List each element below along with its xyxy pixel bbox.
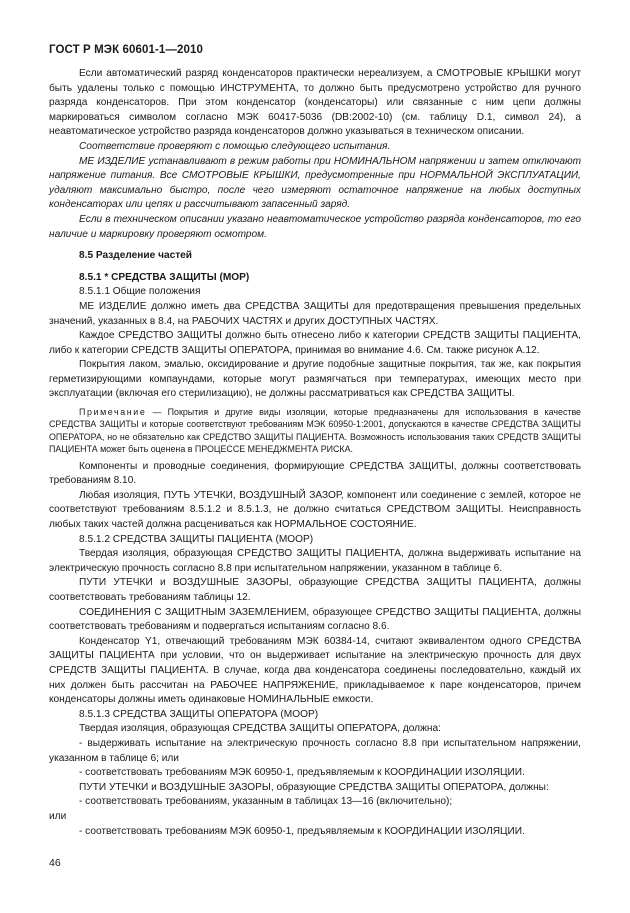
- list-item: - соответствовать требованиям МЭК 60950-1, предъявляемым к КООРДИНАЦИИ ИЗОЛЯЦИИ.: [79, 767, 525, 779]
- list-item: - выдерживать испытание на электрическую прочность согласно 8.8 при испытательном напряжении, указанном в таблице 6; или: [49, 737, 581, 764]
- paragraph: Если автоматический разряд конденсаторов практически нереализуем, а СМОТРОВЫЕ КРЫШКИ могут быть удалены только с помощью ИНСТРУМЕНТА, то должно быть предусмотрено устройство для ручного разряда конденсаторов. При этом конденсатор (конденсаторы) или связанные с ним цепи должны маркироваться символом согласно МЭК 60417-5036 (DB:2002-10) (см. таблицу D.1, символ 24), а неавтоматическое устройство разряда конденсаторов должно указываться в техническом описании.: [49, 68, 581, 138]
- paragraph: Каждое СРЕДСТВО ЗАЩИТЫ должно быть отнесено либо к категории СРЕДСТВ ЗАЩИТЫ ПАЦИЕНТА, либо к категории СРЕДСТВ ЗАЩИТЫ ОПЕРАТОРА, принимая во внимание 4.6. См. также рисунок А.12.: [49, 330, 581, 356]
- subsection-heading: 8.5.1.3 СРЕДСТВА ЗАЩИТЫ ОПЕРАТОРА (МООР): [79, 708, 319, 720]
- list-item: - соответствовать требованиям, указанным в таблицах 13—16 (включительно);: [79, 796, 453, 808]
- subsection-heading: 8.5.1.2 СРЕДСТВА ЗАЩИТЫ ПАЦИЕНТА (МООР): [79, 533, 314, 545]
- page-number: 46: [49, 857, 61, 869]
- document-body: [49, 67, 581, 839]
- note-text: — Покрытия и другие виды изоляции, которые предназначены для использования в качестве СРЕДСТВА ЗАЩИТЫ и которые соответствуют требованиям МЭК 60950-1:2001, допускаются в качестве СРЕДСТВА ЗАЩИТЫ ОПЕРАТОРА, но не обязательно как СРЕДСТВО ЗАЩИТЫ ПАЦИЕНТА. Возможность использования таких СРЕДСТВ ЗАЩИТЫ ПАЦИЕНТА может быть оценена в ПРОЦЕССЕ МЕНЕДЖМЕНТА РИСКА.: [49, 407, 581, 455]
- paragraph: МЕ ИЗДЕЛИЕ должно иметь два СРЕДСТВА ЗАЩИТЫ для предотвращения превышения предельных значений, указанных в 8.4, на РАБОЧИХ ЧАСТЯХ и других ДОСТУПНЫХ ЧАСТЯХ.: [49, 300, 581, 327]
- section-heading: 8.5 Разделение частей: [79, 250, 193, 262]
- paragraph: Соответствие проверяют с помощью следующего испытания.: [79, 140, 391, 152]
- subsection-heading: 8.5.1.1 Общие положения: [79, 286, 201, 298]
- paragraph: Твердая изоляция, образующая СРЕДСТВО ЗАЩИТЫ ПАЦИЕНТА, должна выдерживать испытание на электрическую прочность согласно 8.8 при испытательном напряжении, указанном в таблице 6.: [49, 548, 581, 574]
- paragraph: ПУТИ УТЕЧКИ и ВОЗДУШНЫЕ ЗАЗОРЫ, образующие СРЕДСТВА ЗАЩИТЫ ПАЦИЕНТА, должны соответствовать требованиям таблицы 12.: [49, 577, 581, 604]
- paragraph: Любая изоляция, ПУТЬ УТЕЧКИ, ВОЗДУШНЫЙ ЗАЗОР, компонент или соединение с землей, которое не соответствуют требованиям 8.5.1.2 и 8.5.1.3, не должно считаться СРЕДСТВОМ ЗАЩИТЫ. Неисправность любых таких частей должна расцениваться как НОРМАЛЬНОЕ СОСТОЯНИЕ.: [49, 489, 581, 531]
- paragraph: СОЕДИНЕНИЯ С ЗАЩИТНЫМ ЗАЗЕМЛЕНИЕМ, образующее СРЕДСТВО ЗАЩИТЫ ПАЦИЕНТА, должны соответствовать требованиям и подвергаться испытаниям согласно 8.6.: [49, 606, 581, 633]
- paragraph: Компоненты и проводные соединения, формирующие СРЕДСТВА ЗАЩИТЫ, должны соответствовать требованиям 8.10.: [49, 460, 581, 487]
- paragraph: ПУТИ УТЕЧКИ и ВОЗДУШНЫЕ ЗАЗОРЫ, образующие СРЕДСТВА ЗАЩИТЫ ОПЕРАТОРА, должны:: [79, 781, 549, 793]
- list-item: - соответствовать требованиям МЭК 60950-1, предъявляемым к КООРДИНАЦИИ ИЗОЛЯЦИИ.: [79, 825, 525, 837]
- note-label: Примечание: [79, 407, 147, 418]
- paragraph: Конденсатор Y1, отвечающий требованиям МЭК 60384-14, считают эквивалентом одного СРЕДСТВА ЗАЩИТЫ ПАЦИЕНТА при условии, что он выдерживает испытание на электрическую прочность для двух СРЕДСТВ ЗАЩИТЫ ПАЦИЕНТА. В случае, когда два конденсатора соединены последовательно, каждый их них должен быть рассчитан на РАБОЧЕЕ НАПРЯЖЕНИЕ, прикладываемое к паре конденсаторов, причем конденсаторы должны иметь одинаковые НОМИНАЛЬНЫЕ емкости.: [49, 635, 581, 706]
- conjunction-or: или: [49, 810, 67, 822]
- paragraph: Если в техническом описании указано неавтоматическое устройство разряда конденсаторов, то его наличие и маркировку проверяют осмотром.: [49, 213, 581, 240]
- document-header: ГОСТ Р МЭК 60601-1—2010: [49, 44, 203, 56]
- paragraph: Покрытия лаком, эмалью, оксидирование и другие подобные защитные покрытия, так же, как покрытия герметизирующими компаундами, которые могут размягчаться при температурах, имеющих место при эксплуатации (включая его стерилизацию), не должны рассматриваться как СРЕДСТВА ЗАЩИТЫ.: [49, 359, 581, 400]
- note: [49, 406, 581, 456]
- paragraph: МЕ ИЗДЕЛИЕ устанавливают в режим работы при НОМИНАЛЬНОМ напряжении и затем отключают напряжение питания. Все СМОТРОВЫЕ КРЫШКИ, предусмотренные при НОРМАЛЬНОЙ ЭКСПЛУАТАЦИИ, удаляют максимально быстро, после чего измеряют остаточное напряжение на любых доступных конденсаторах или цепях и рассчитывают запасенный заряд.: [49, 155, 581, 211]
- subsection-heading: 8.5.1 * СРЕДСТВА ЗАЩИТЫ (МОР): [79, 271, 250, 283]
- paragraph: Твердая изоляция, образующая СРЕДСТВА ЗАЩИТЫ ОПЕРАТОРА, должна:: [79, 723, 441, 735]
